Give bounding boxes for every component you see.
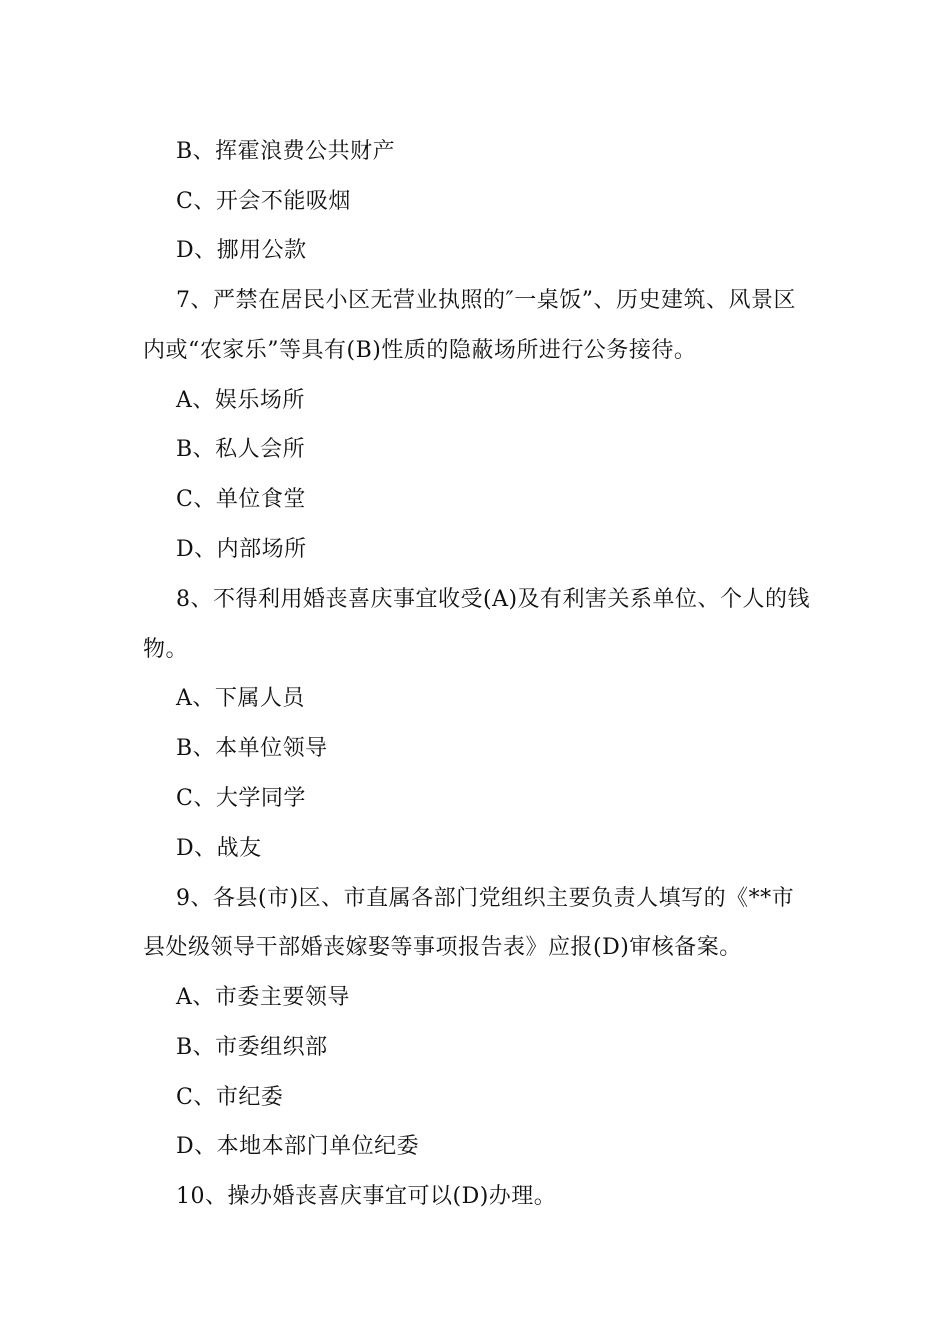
question-7-line-2: 内或“农家乐”等具有(B)性质的隐蔽场所进行公务接待。 [143,338,697,363]
question-8-line-1: 8、不得利用婚丧喜庆事宜收受(A)及有利害关系单位、个人的钱 [176,587,811,612]
option-a-q8: A、下属人员 [176,686,305,711]
option-d-q9: D、本地本部门单位纪委 [176,1134,420,1159]
option-b-q8: B、本单位领导 [176,736,328,761]
option-d-q7: D、内部场所 [176,537,307,562]
option-d-q6: D、挪用公款 [176,238,307,263]
question-7-line-1: 7、严禁在居民小区无营业执照的″一桌饭”、历史建筑、风景区 [176,288,796,313]
question-9-line-2: 县处级领导干部婚丧嫁娶等事项报告表》应报(D)审核备案。 [143,935,742,960]
option-c-q7: C、单位食堂 [176,487,306,512]
option-c-q6: C、开会不能吸烟 [176,189,351,214]
option-c-q8: C、大学同学 [176,786,306,811]
question-9-line-1: 9、各县(市)区、市直属各部门党组织主要负责人填写的《**市 [176,886,795,911]
question-8-line-2: 物。 [143,637,189,662]
option-a-q7: A、娱乐场所 [176,388,305,413]
question-10-line-1: 10、操办婚丧喜庆事宜可以(D)办理。 [176,1184,557,1209]
option-b-q6: B、挥霍浪费公共财产 [176,139,396,164]
option-d-q8: D、战友 [176,836,262,861]
option-b-q7: B、私人会所 [176,437,306,462]
option-a-q9: A、市委主要领导 [176,985,350,1010]
option-c-q9: C、市纪委 [176,1085,284,1110]
option-b-q9: B、市委组织部 [176,1035,328,1060]
